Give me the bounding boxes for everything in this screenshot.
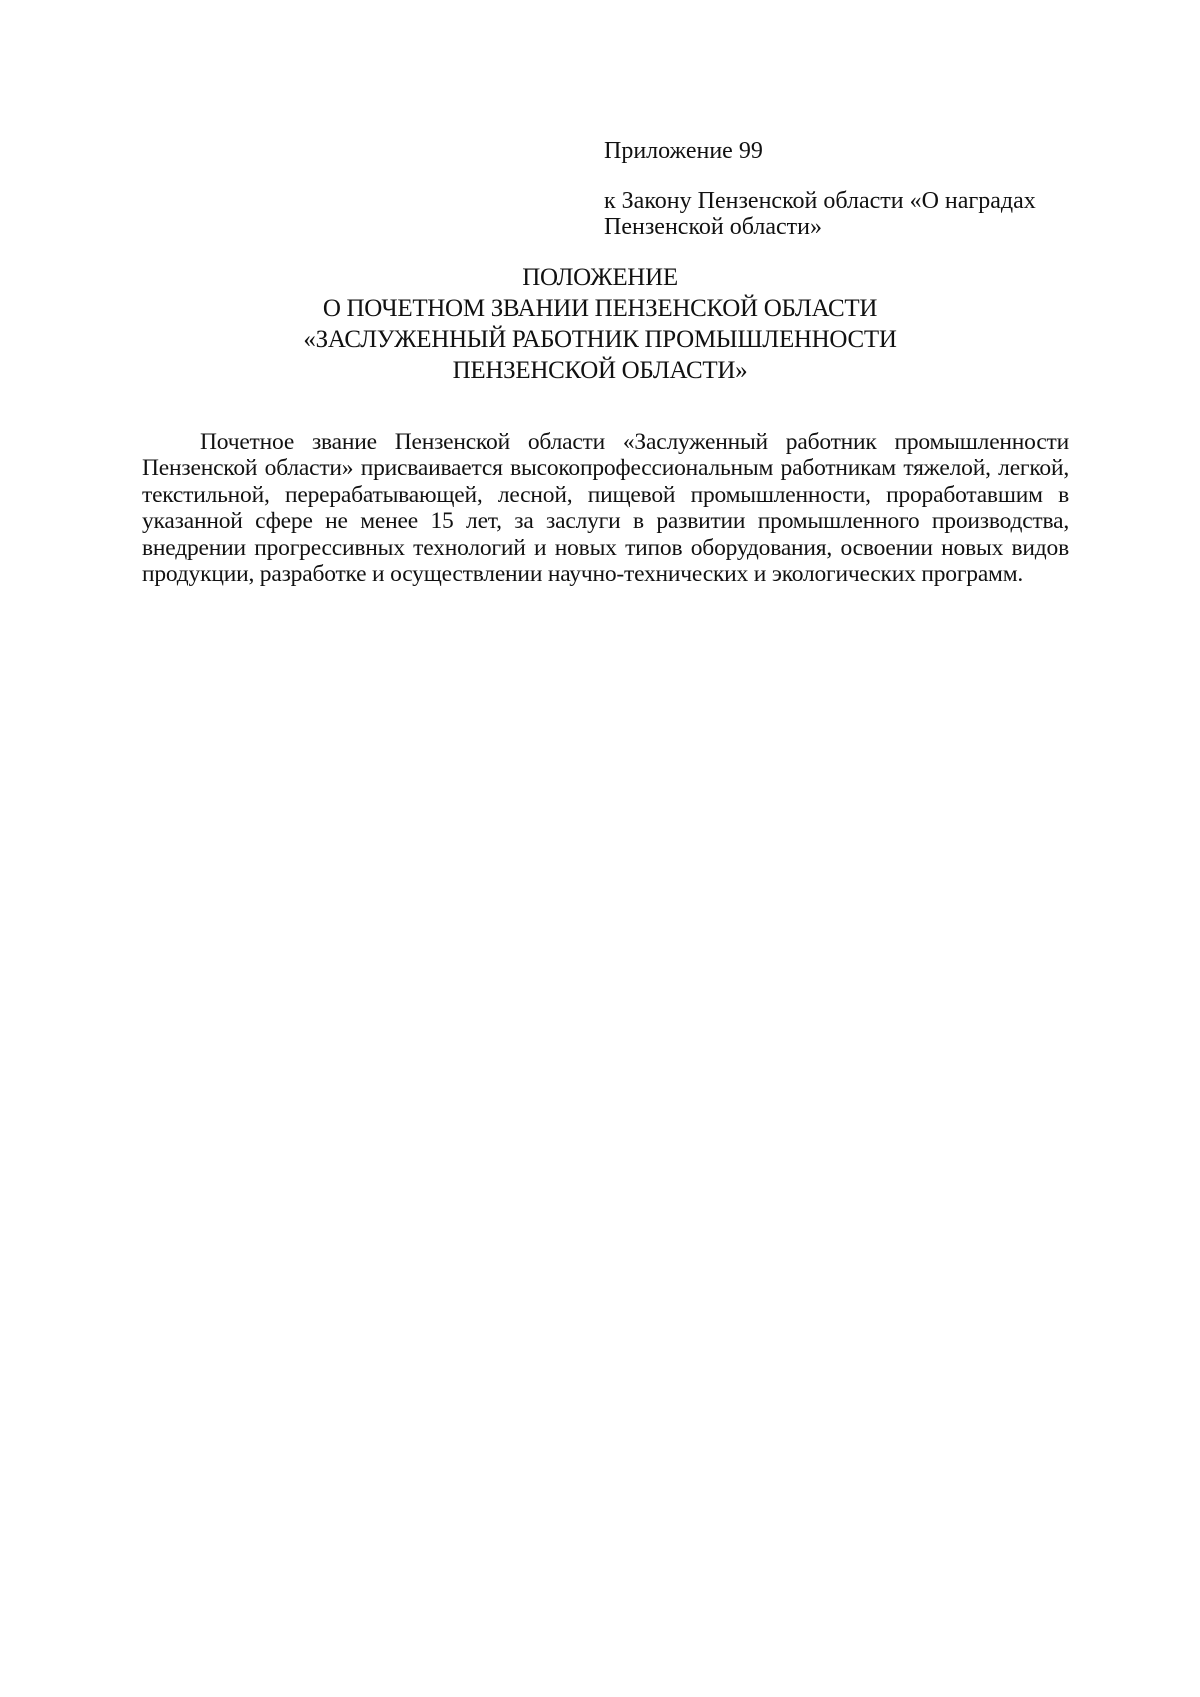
annex-reference-line2: Пензенской области» — [604, 214, 822, 240]
title-line1: ПОЛОЖЕНИЕ — [522, 264, 678, 291]
title-line3: «ЗАСЛУЖЕННЫЙ РАБОТНИК ПРОМЫШЛЕННОСТИ — [303, 326, 897, 353]
title-line2: О ПОЧЕТНОМ ЗВАНИИ ПЕНЗЕНСКОЙ ОБЛАСТИ — [322, 295, 878, 322]
annex-number: Приложение 99 — [604, 138, 763, 164]
title-line4: ПЕНЗЕНСКОЙ ОБЛАСТИ» — [452, 357, 748, 384]
body-paragraph: Почетное звание Пензенской области «Заслуженный работник промышленности Пензенской области» присваивается высокопрофессиональным работникам тяжелой, легкой, текстильной, перерабатывающей, лесной, пищевой промышленности, проработавшим в указанной сфере не менее 15 лет, за заслуги в развитии промышленного производства, внедрении прогрессивных технологий и новых типов оборудования, освоении новых видов продукции, разработке и осуществлении научно-технических и экологических программ. — [142, 428, 1069, 587]
annex-header — [604, 138, 1084, 240]
annex-reference-line1: к Закону Пензенской области «О наградах — [604, 188, 1036, 214]
document-title — [140, 262, 1060, 386]
